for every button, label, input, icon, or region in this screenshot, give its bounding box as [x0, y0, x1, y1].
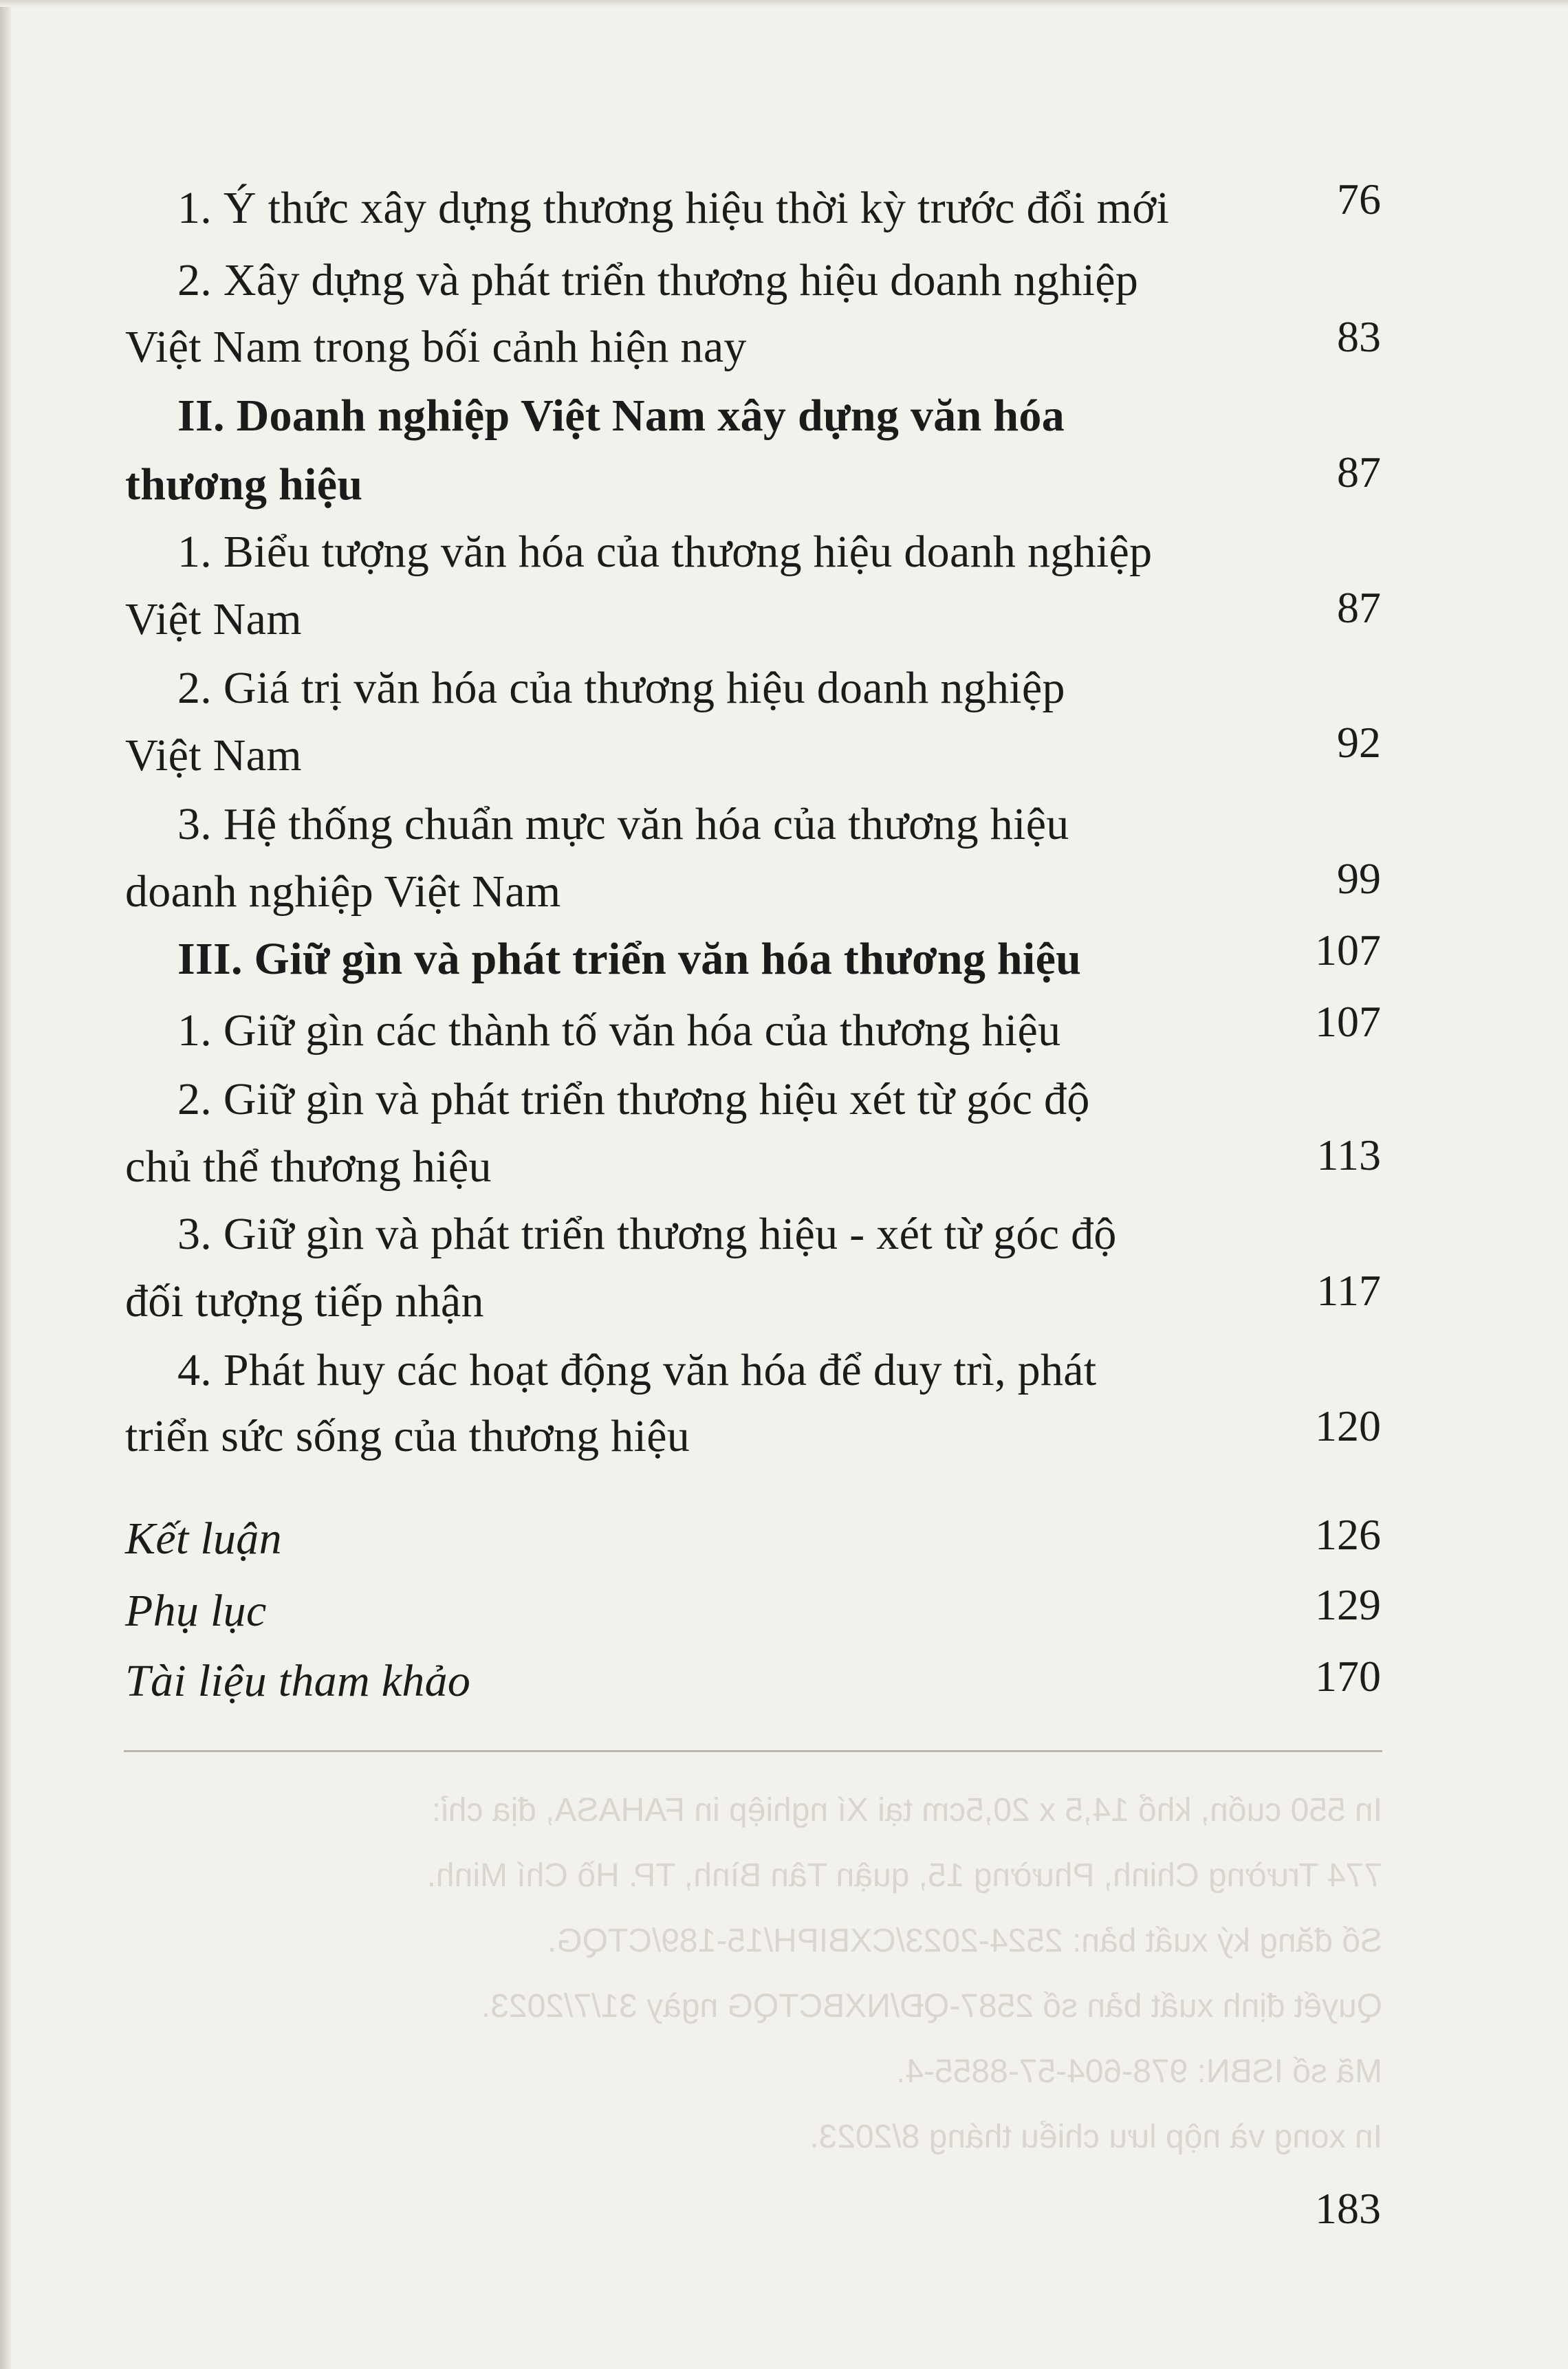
toc-entry-page: 113: [1316, 1131, 1381, 1179]
toc-entry-page: 87: [1337, 583, 1381, 632]
toc-entry-text: 4. Phát huy các hoạt động văn hóa để duy trì, phát: [177, 1345, 1097, 1395]
toc-entry-page: 107: [1315, 926, 1381, 974]
toc-entry-page: 120: [1315, 1401, 1381, 1450]
toc-entry-page: 129: [1315, 1580, 1381, 1629]
toc-entry-text: III. Giữ gìn và phát triển văn hóa thương hiệu: [177, 934, 1082, 984]
toc-entry-page: 83: [1337, 312, 1381, 361]
toc-entry-page: 76: [1337, 175, 1381, 223]
bleed-through-colophon: [131, 1778, 1382, 2170]
toc-entry-text: 1. Ý thức xây dựng thương hiệu thời kỳ trước đổi mới: [177, 183, 1170, 233]
colophon-line: In xong và nộp lưu chiểu tháng 8/2023.: [809, 2119, 1382, 2155]
toc-entry-text: 3. Hệ thống chuẩn mực văn hóa của thương hiệu: [177, 799, 1069, 849]
toc-entry-text: 2. Xây dựng và phát triển thương hiệu doanh nghiệp: [177, 255, 1139, 305]
toc-entry-text: chủ thể thương hiệu: [125, 1142, 492, 1192]
toc-entry-page: 99: [1337, 854, 1381, 903]
colophon-line: Số đăng ký xuất bản: 2524-2023/CXBIPH/15-189/CTQG.: [547, 1923, 1382, 1959]
divider-rule: [124, 1750, 1382, 1752]
colophon-line: Quyết định xuất bản số 2587-QĐ/NXBCTQG ngày 31/7/2023.: [481, 1988, 1382, 2024]
toc-entry-text: doanh nghiệp Việt Nam: [125, 866, 561, 917]
toc-entry-text: triển sức sống của thương hiệu: [125, 1411, 690, 1461]
toc-entry-text: Việt Nam: [125, 730, 302, 780]
toc-entry-text: Việt Nam trong bối cảnh hiện nay: [125, 322, 747, 372]
toc-entry-page: 126: [1315, 1510, 1381, 1559]
page-number: 183: [1315, 2184, 1381, 2233]
toc-entry-text: đối tượng tiếp nhận: [125, 1276, 484, 1327]
toc-entry-text: II. Doanh nghiệp Việt Nam xây dựng văn hóa: [177, 391, 1065, 441]
colophon-line: In 550 cuốn, khổ 14,5 x 20,5cm tại Xí nghiệp in FAHASA, địa chỉ:: [431, 1792, 1382, 1828]
toc-entry-text: thương hiệu: [125, 459, 363, 510]
toc-entry-text: Kết luận: [125, 1514, 282, 1564]
toc-entry-page: 107: [1315, 997, 1381, 1046]
toc-entry-text: Phụ lục: [125, 1586, 267, 1636]
toc-entry-text: 1. Biểu tượng văn hóa của thương hiệu doanh nghiệp: [177, 527, 1153, 577]
toc-entry-text: 1. Giữ gìn các thành tố văn hóa của thương hiệu: [177, 1005, 1061, 1056]
toc-entry-page: 92: [1337, 718, 1381, 767]
toc-entry-text: 2. Giữ gìn và phát triển thương hiệu xét từ góc độ: [177, 1074, 1090, 1124]
toc-entry-page: 87: [1337, 448, 1381, 496]
toc-entry-text: Tài liệu tham khảo: [125, 1656, 471, 1706]
colophon-line: Mã số ISBN: 978-604-57-8855-4.: [895, 2053, 1382, 2090]
toc-entry-text: 3. Giữ gìn và phát triển thương hiệu - xét từ góc độ: [177, 1209, 1117, 1259]
toc-entry-text: 2. Giá trị văn hóa của thương hiệu doanh nghiệp: [177, 663, 1065, 713]
toc-entry-page: 170: [1315, 1652, 1381, 1701]
colophon-line: 774 Trường Chinh, Phường 15, quận Tân Bình, TP. Hồ Chí Minh.: [426, 1857, 1382, 1894]
toc-entry-text: Việt Nam: [125, 594, 302, 644]
toc-entry-page: 117: [1316, 1266, 1381, 1315]
